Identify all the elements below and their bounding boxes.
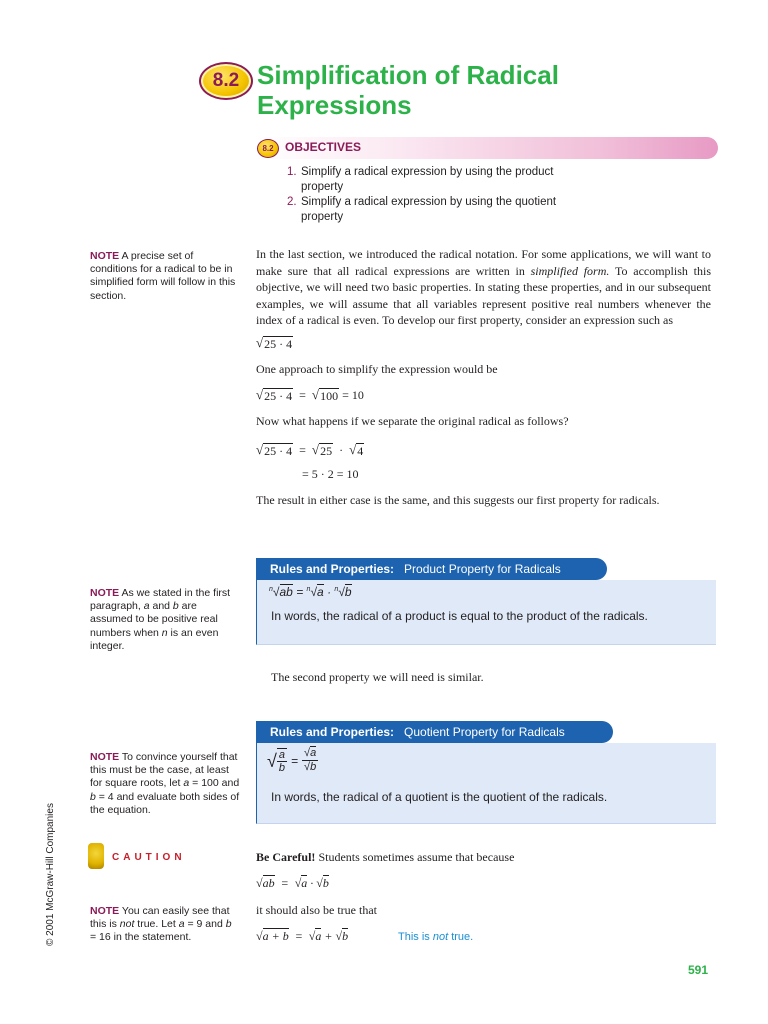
product-formula: $^n$√ab = $^n$√a · $^n$√b xyxy=(269,585,352,599)
margin-note: NOTE To convince yourself that this must be the case, at least for square roots, let a = 100 and b = 4 and evaluate both sides of the equation. xyxy=(90,751,240,816)
product-words: In words, the radical of a product is equal to the product of the radicals. xyxy=(271,609,648,623)
rule-header-product: Rules and Properties: Product Property for Radicals xyxy=(256,558,607,580)
second-text: The second property we will need is similar. xyxy=(271,670,484,684)
caution-icon xyxy=(88,843,104,869)
section-number-badge: 8.2 xyxy=(199,62,253,100)
caution-label: CAUTION xyxy=(112,852,186,863)
caution-equation-1: √ab = √a · √b xyxy=(256,876,329,890)
equation-1: √ 25 · 4 = √ 100 = 10 xyxy=(256,387,364,403)
equation-2: √ 25 · 4 = √ 25 · √ 4 xyxy=(256,442,364,458)
objectives-heading: OBJECTIVES xyxy=(285,140,362,154)
quotient-formula: √ $\frac{a}{b}$ = $\frac{√a}{√b}$ xyxy=(267,747,317,774)
section-title: Simplification of Radical Expressions xyxy=(257,60,559,120)
equation-2-line2: = 5 · 2 = 10 xyxy=(302,467,359,481)
page-number: 591 xyxy=(687,963,708,977)
objectives-badge: 8.2 xyxy=(257,139,279,158)
copyright-text: © 2001 McGraw-Hill Companies xyxy=(45,803,56,946)
separate-text: Now what happens if we separate the original radical as follows? xyxy=(256,414,569,428)
objectives-list xyxy=(287,165,587,225)
caution-intro: Be Careful! Students sometimes assume that because xyxy=(256,850,515,864)
rule-header-quotient: Rules and Properties: Quotient Property for Radicals xyxy=(256,721,613,743)
not-true-note: This is not true. xyxy=(398,931,474,943)
objective-item: 1. Simplify a radical expression by using the product property xyxy=(287,166,554,193)
margin-note: NOTE You can easily see that this is not true. Let a = 9 and b = 16 in the statement. xyxy=(90,905,232,944)
approach-text: One approach to simplify the expression would be xyxy=(256,362,498,376)
caution-also-text: it should also be true that xyxy=(256,903,377,917)
objective-item: 2. Simplify a radical expression by using the quotient property xyxy=(287,196,557,223)
intro-paragraph: In the last section, we introduced the radical notation. For some applications, we will want to make sure that all radical expressions are written in simplified form. To accomplish this objective, we will need two basic properties. In stating these properties, and in our subsequent examples, we will assume that all variables represent positive real numbers whenever the index of a radical is even. To develop our first property, consider an expression such as xyxy=(256,247,712,327)
margin-note: NOTE A precise set of conditions for a radical to be in simplified form will follow in this section. xyxy=(90,250,236,302)
rule-box-product xyxy=(256,580,716,645)
quotient-words: In words, the radical of a quotient is the quotient of the radicals. xyxy=(271,790,608,804)
result-text: The result in either case is the same, and this suggests our first property for radicals. xyxy=(256,493,660,507)
expression-radical: √ 25 · 4 xyxy=(256,335,293,351)
caution-equation-2: √a + b = √a + √b xyxy=(256,929,349,943)
margin-note: NOTE As we stated in the first paragraph, a and b are assumed to be positive real numbers when n is an even integer. xyxy=(90,587,231,652)
rule-box-quotient xyxy=(256,743,716,824)
